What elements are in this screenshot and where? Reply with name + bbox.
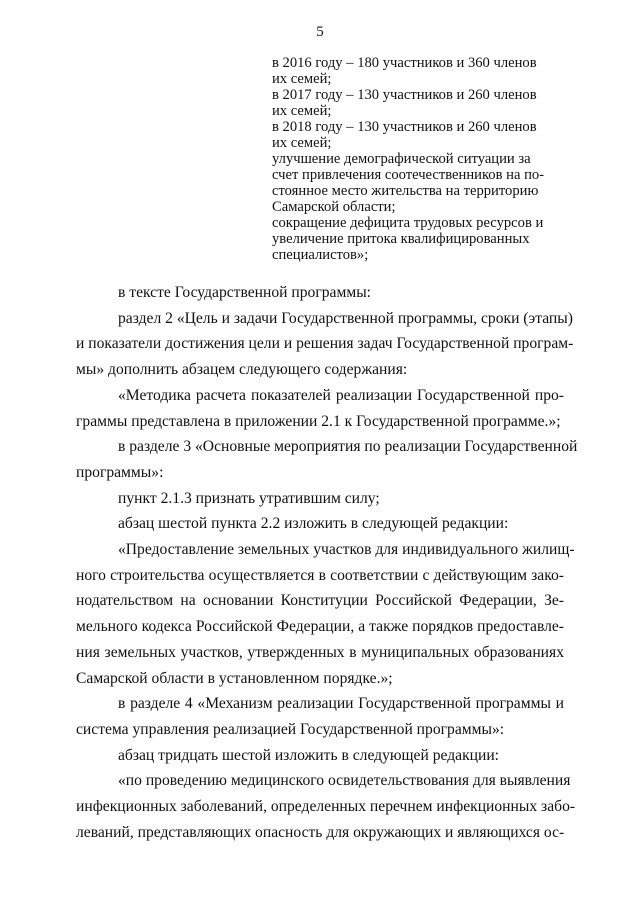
text-line: мельного кодекса Российской Федерации, а также порядков предоставле-: [76, 618, 564, 636]
text-line: ного строительства осуществляется в соответствии с действующим зако-: [76, 566, 564, 584]
text-line: Самарской области в установленном порядке.»;: [76, 669, 393, 687]
text-line: счет привлечения соотечественников на по-: [272, 167, 545, 183]
text-line: стоянное место жительства на территорию: [272, 183, 539, 199]
text-line: леваний, представляющих опасность для окружающих и являющихся ос-: [76, 823, 565, 841]
quoted-indicators-block: [272, 55, 562, 263]
text-line: в 2016 году – 180 участников и 360 членов: [272, 55, 537, 71]
document-body: [76, 280, 578, 845]
text-line: в 2017 году – 130 участников и 260 членов: [272, 87, 537, 103]
text-line: улучшение демографической ситуации за: [272, 151, 531, 167]
text-line: ния земельных участков, утвержденных в муниципальных образованиях: [76, 643, 564, 661]
text-line: пункт 2.1.3 признать утратившим силу;: [118, 489, 380, 507]
text-line: раздел 2 «Цель и задачи Государственной программы, сроки (этапы): [118, 309, 573, 327]
text-line: нодательством на основании Конституции Российской Федерации, Зе-: [76, 592, 564, 610]
text-line: и показатели достижения цели и решения задач Государственной програм-: [76, 335, 574, 353]
text-line: мы» дополнить абзацем следующего содержания:: [76, 361, 408, 379]
text-line: программы»:: [76, 463, 164, 481]
text-line: система управления реализацией Государственной программы»:: [76, 720, 505, 738]
text-line: их семей;: [272, 103, 332, 119]
text-line: абзац тридцать шестой изложить в следующей редакции:: [118, 746, 500, 764]
text-line: «Методика расчета показателей реализации Государственной про-: [118, 386, 564, 404]
text-line: в разделе 4 «Механизм реализации Государственной программы и: [118, 695, 564, 713]
text-line: их семей;: [272, 135, 332, 151]
text-line: их семей;: [272, 71, 332, 87]
text-line: «по проведению медицинского освидетельствования для выявления: [118, 772, 571, 790]
text-line: специалистов»;: [272, 247, 369, 263]
text-line: в 2018 году – 130 участников и 260 членов: [272, 119, 537, 135]
text-line: «Предоставление земельных участков для индивидуального жилищ-: [118, 541, 575, 559]
text-line: абзац шестой пункта 2.2 изложить в следующей редакции:: [118, 515, 509, 533]
text-line: граммы представлена в приложении 2.1 к Государственной программе.»;: [76, 412, 561, 430]
text-line: увеличение притока квалифицированных: [272, 231, 530, 247]
text-line: Самарской области;: [272, 199, 396, 215]
text-line: инфекционных заболеваний, определенных перечнем инфекционных забо-: [76, 798, 576, 816]
page-number: 5: [316, 24, 324, 40]
text-line: в разделе 3 «Основные мероприятия по реализации Государственной: [118, 438, 578, 456]
text-line: в тексте Государственной программы:: [118, 284, 372, 301]
text-line: сокращение дефицита трудовых ресурсов и: [272, 215, 544, 231]
